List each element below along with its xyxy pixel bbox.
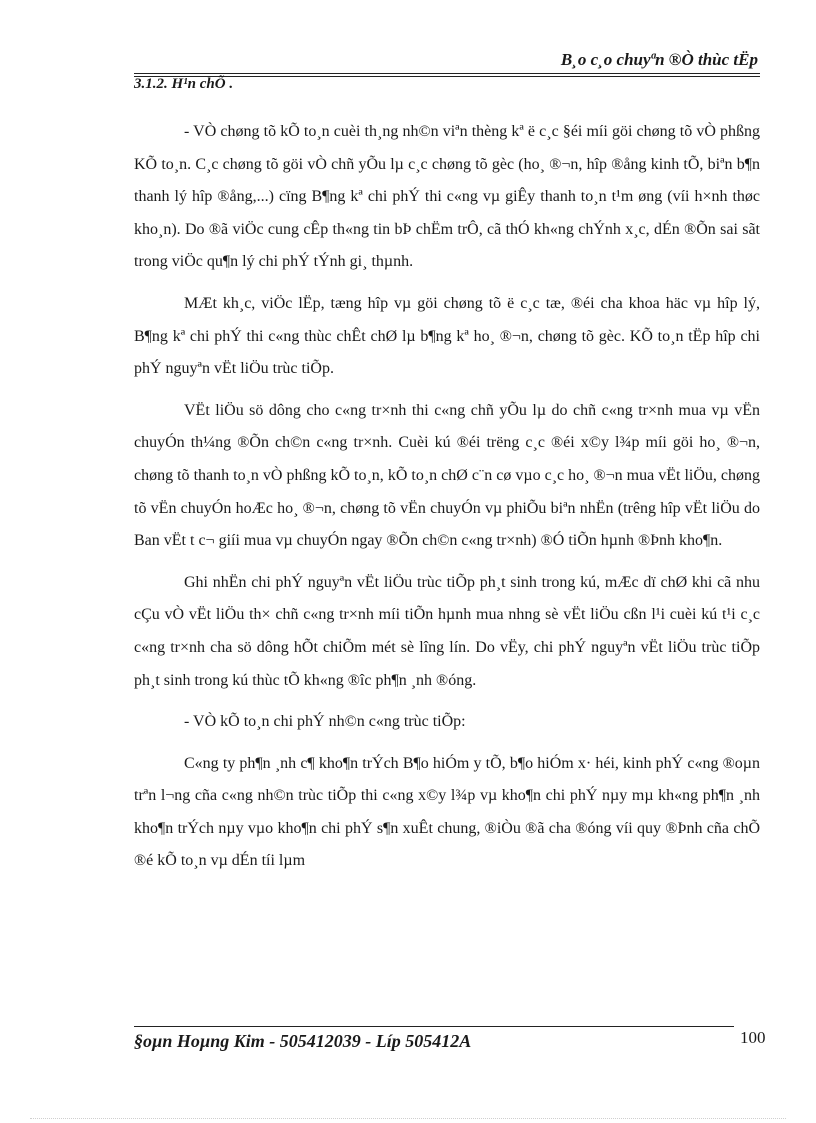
paragraph: - VÒ kÕ to¸n chi phÝ nh©n c«ng trùc tiÕp: bbox=[184, 713, 466, 731]
section-heading: 3.1.2. H¹n chÕ . bbox=[134, 76, 234, 92]
body-text bbox=[134, 116, 760, 887]
paragraph: - VÒ chøng tõ kÕ to¸n cuèi th¸ng nh©n viªn thèng kª ë c¸c §éi míi göi chøng tõ vÒ phßng KÕ to¸n. C¸c chøng tõ göi vÒ chñ yÕu lµ c¸c chøng tõ gèc (ho¸ ®¬n, hîp ®ång kinh tÕ, biªn b¶n thanh lý hîp ®ång,...) cïng B¶ng kª chi phÝ thi c«ng vµ giÊy thanh to¸n t¹m øng (víi h×nh thøc kho¸n). Do ®ã viÖc cung cÊp th«ng tin bÞ chËm trÔ, cã thÓ kh«ng chÝnh x¸c, dÉn ®Õn sai sãt trong viÖc qu¶n lý chi phÝ tÝnh gi¸ thµnh. bbox=[134, 123, 760, 271]
header-title: B¸o c¸o chuyªn ®Ò thùc tËp bbox=[560, 50, 758, 69]
page-bottom-border bbox=[30, 1118, 786, 1119]
paragraph: VËt liÖu sö dông cho c«ng tr×nh thi c«ng chñ yÕu lµ do chñ c«ng tr×nh mua vµ vËn chuyÓn th¼ng ®Õn ch©n c«ng tr×nh. Cuèi kú ®éi trëng c¸c ®éi x©y l¾p míi göi ho¸ ®¬n, chøng tõ thanh to¸n vÒ phßng kÕ to¸n, kÕ to¸n chØ c¨n cø vµo c¸c ho¸ ®¬n mua vËt liÖu, chøng tõ vËn chuyÓn hoÆc ho¸ ®¬n, chøng tõ vËn chuyÓn vµ phiÕu biªn nhËn (trêng hîp vËt liÖu do Ban vËt t c¬ giíi mua vµ chuyÓn ngay ®Õn ch©n c«ng tr×nh) ®Ó tiÕn hµnh ®Þnh kho¶n. bbox=[134, 401, 760, 550]
footer-rule bbox=[134, 1026, 734, 1027]
paragraph: Ghi nhËn chi phÝ nguyªn vËt liÖu trùc tiÕp ph¸t sinh trong kú, mÆc dï chØ khi cã nhu cÇu vÒ vËt liÖu th× chñ c«ng tr×nh míi tiÕn hµnh mua nhng sè vËt liÖu cßn l¹i cuèi kú t¹i c¸c c«ng tr×nh cha sö dông hÕt chiÕm mét sè lîng lín. Do vËy, chi phÝ nguyªn vËt liÖu trùc tiÕp ph¸t sinh trong kú thùc tÕ kh«ng ®îc ph¶n ¸nh ®óng. bbox=[134, 573, 760, 689]
footer-author: §oµn Hoµng Kim - 505412039 - Líp 505412A bbox=[134, 1031, 472, 1051]
paragraph: C«ng ty ph¶n ¸nh c¶ kho¶n trÝch B¶o hiÓm y tÕ, b¶o hiÓm x· héi, kinh phÝ c«ng ®oµn trªn l¬ng cña c«ng nh©n trùc tiÕp thi c«ng x©y l¾p vµ kho¶n chi phÝ nµy mµ kh«ng ph¶n ¸nh kho¶n trÝch nµy vµo kho¶n chi phÝ s¶n xuÊt chung, ®iÒu ®ã cha ®óng víi quy ®Þnh cña chÕ ®é kÕ to¸n vµ dÉn tíi lµm bbox=[134, 754, 760, 870]
paragraph: MÆt kh¸c, viÖc lËp, tæng hîp vµ göi chøng tõ ë c¸c tæ, ®éi cha khoa häc vµ hîp lý, B¶ng kª chi phÝ thi c«ng thùc chÊt chØ lµ b¶ng kª ho¸ ®¬n, chøng tõ gèc. KÕ to¸n tËp hîp chi phÝ nguyªn vËt liÖu trùc tiÕp. bbox=[134, 294, 760, 378]
page-number: 100 bbox=[740, 1028, 766, 1047]
